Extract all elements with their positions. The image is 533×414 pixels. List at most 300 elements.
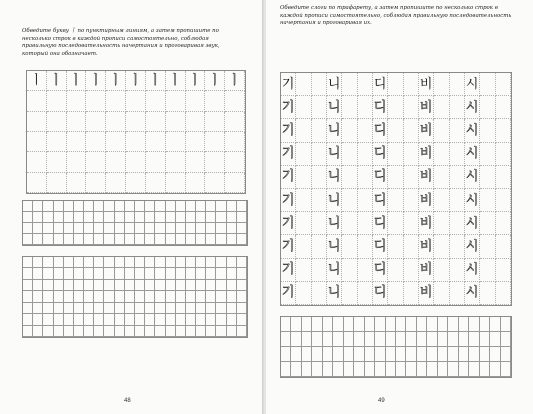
practice-cell <box>196 212 206 223</box>
practice-cell <box>417 332 427 347</box>
practice-cell <box>23 326 33 337</box>
syllable-cell <box>342 189 357 212</box>
syllable-cell <box>312 189 327 212</box>
practice-cell <box>365 317 375 332</box>
syllable-cell <box>419 119 434 142</box>
practice-cell <box>74 291 84 302</box>
practice-cell <box>155 291 165 302</box>
syllable-cell <box>281 189 296 212</box>
trace-cell <box>86 132 106 152</box>
trace-cell <box>205 71 225 91</box>
syllable-cell <box>404 235 419 258</box>
practice-cell <box>64 212 74 223</box>
practice-cell <box>312 362 322 377</box>
practice-cell <box>125 257 135 268</box>
syllable-cell <box>388 235 403 258</box>
practice-cell <box>166 201 176 212</box>
practice-cell <box>354 317 364 332</box>
practice-cell <box>84 212 94 223</box>
syllable-glyph: 니 <box>327 146 341 162</box>
practice-cell <box>459 347 469 362</box>
practice-cell <box>196 303 206 314</box>
practice-cell <box>94 257 104 268</box>
syllable-cell <box>312 259 327 282</box>
syllable-cell <box>496 73 511 96</box>
practice-cell <box>480 347 490 362</box>
practice-cell <box>459 362 469 377</box>
syllable-cell <box>480 143 495 166</box>
practice-cell <box>344 347 354 362</box>
practice-cell <box>145 223 155 234</box>
syllable-cell <box>419 212 434 235</box>
trace-letter: ㅣ <box>30 73 43 89</box>
practice-cell <box>237 314 247 325</box>
practice-cell <box>43 291 53 302</box>
syllable-cell <box>450 96 465 119</box>
practice-cell <box>227 314 237 325</box>
practice-cell <box>186 234 196 245</box>
practice-cell <box>448 347 458 362</box>
trace-cell <box>186 132 206 152</box>
syllable-cell <box>312 143 327 166</box>
practice-cell <box>333 362 343 377</box>
practice-cell <box>104 280 114 291</box>
practice-cell <box>216 314 226 325</box>
syllable-glyph: 시 <box>465 285 479 301</box>
trace-cell <box>146 173 166 193</box>
practice-cell <box>166 234 176 245</box>
syllable-cell <box>419 259 434 282</box>
practice-cell <box>135 280 145 291</box>
syllable-cell <box>296 259 311 282</box>
syllable-cell <box>434 235 449 258</box>
trace-cell <box>205 173 225 193</box>
practice-cell <box>43 303 53 314</box>
practice-cell <box>135 212 145 223</box>
left-page <box>0 0 264 414</box>
practice-cell <box>155 212 165 223</box>
practice-cell <box>206 234 216 245</box>
practice-cell <box>227 223 237 234</box>
syllable-cell <box>465 119 480 142</box>
practice-cell <box>115 257 125 268</box>
syllable-cell <box>496 189 511 212</box>
syllable-cell <box>373 119 388 142</box>
trace-cell <box>186 152 206 172</box>
practice-cell <box>84 234 94 245</box>
syllable-cell <box>480 166 495 189</box>
practice-cell <box>196 234 206 245</box>
syllable-glyph: 디 <box>373 285 387 301</box>
trace-cell <box>86 152 106 172</box>
practice-cell <box>74 280 84 291</box>
syllable-cell <box>342 143 357 166</box>
practice-cell <box>115 280 125 291</box>
practice-cell <box>216 268 226 279</box>
practice-cell <box>365 332 375 347</box>
syllable-cell <box>281 259 296 282</box>
practice-cell <box>186 201 196 212</box>
syllable-glyph: 니 <box>327 99 341 115</box>
practice-cell <box>64 303 74 314</box>
syllable-cell <box>312 235 327 258</box>
practice-cell <box>237 280 247 291</box>
syllable-glyph: 시 <box>465 192 479 208</box>
practice-cell <box>469 347 479 362</box>
practice-cell <box>186 326 196 337</box>
syllable-cell <box>373 73 388 96</box>
syllable-cell <box>327 73 342 96</box>
practice-cell <box>125 223 135 234</box>
syllable-cell <box>419 73 434 96</box>
syllable-glyph: 니 <box>327 285 341 301</box>
syllable-cell <box>450 259 465 282</box>
syllable-cell <box>388 166 403 189</box>
trace-cell <box>47 132 67 152</box>
practice-cell <box>23 280 33 291</box>
practice-cell <box>354 362 364 377</box>
syllable-glyph: 디 <box>373 215 387 231</box>
practice-cell <box>155 223 165 234</box>
syllable-glyph: 비 <box>419 99 433 115</box>
syllable-cell <box>327 119 342 142</box>
practice-cell <box>33 326 43 337</box>
trace-letter: ㅣ <box>149 73 162 89</box>
trace-cell <box>27 152 47 172</box>
practice-cell <box>166 212 176 223</box>
syllable-cell <box>434 259 449 282</box>
syllable-cell <box>358 212 373 235</box>
syllable-glyph: 시 <box>465 215 479 231</box>
practice-cell <box>227 303 237 314</box>
practice-cell <box>302 347 312 362</box>
practice-cell <box>166 291 176 302</box>
practice-cell <box>227 291 237 302</box>
practice-cell <box>386 362 396 377</box>
practice-cell <box>64 234 74 245</box>
syllable-cell <box>450 166 465 189</box>
syllable-glyph: 시 <box>465 76 479 92</box>
syllable-cell <box>296 96 311 119</box>
syllable-cell <box>419 189 434 212</box>
syllable-cell <box>434 189 449 212</box>
practice-cell <box>176 201 186 212</box>
practice-cell <box>196 268 206 279</box>
practice-cell <box>386 317 396 332</box>
practice-cell <box>145 257 155 268</box>
practice-cell <box>281 317 291 332</box>
trace-cell <box>225 152 245 172</box>
practice-cell <box>206 257 216 268</box>
syllable-cell <box>465 235 480 258</box>
syllable-glyph: 시 <box>465 238 479 254</box>
syllable-cell <box>312 212 327 235</box>
practice-cell <box>186 212 196 223</box>
trace-cell <box>205 132 225 152</box>
syllable-cell <box>358 259 373 282</box>
syllable-glyph: 시 <box>465 146 479 162</box>
trace-letter: ㅣ <box>188 73 202 89</box>
practice-cell <box>291 347 301 362</box>
practice-cell <box>155 314 165 325</box>
practice-cell <box>94 223 104 234</box>
trace-cell <box>126 71 146 91</box>
syllable-cell <box>496 259 511 282</box>
practice-cell <box>196 280 206 291</box>
syllable-cell <box>450 235 465 258</box>
practice-cell <box>23 257 33 268</box>
practice-cell <box>33 268 43 279</box>
practice-cell <box>125 314 135 325</box>
syllable-cell <box>450 212 465 235</box>
practice-cell <box>74 326 84 337</box>
syllable-cell <box>388 259 403 282</box>
trace-cell <box>146 112 166 132</box>
practice-cell <box>54 268 64 279</box>
practice-cell <box>115 201 125 212</box>
practice-cell <box>344 362 354 377</box>
syllable-cell <box>465 189 480 212</box>
trace-cell <box>27 71 47 91</box>
practice-cell <box>176 268 186 279</box>
practice-cell <box>501 347 511 362</box>
practice-cell <box>375 332 385 347</box>
syllable-cell <box>450 282 465 305</box>
syllable-cell <box>358 235 373 258</box>
syllable-glyph: 니 <box>327 122 341 138</box>
practice-cell <box>237 326 247 337</box>
syllable-cell <box>434 212 449 235</box>
syllable-cell <box>496 166 511 189</box>
syllable-cell <box>281 96 296 119</box>
practice-cell <box>216 223 226 234</box>
practice-cell <box>94 268 104 279</box>
practice-cell <box>227 212 237 223</box>
syllable-cell <box>450 119 465 142</box>
practice-cell <box>145 303 155 314</box>
practice-cell <box>33 234 43 245</box>
syllable-cell <box>373 189 388 212</box>
practice-cell <box>302 332 312 347</box>
trace-letter: ㅣ <box>228 73 241 89</box>
syllable-cell <box>296 235 311 258</box>
practice-cell <box>54 212 64 223</box>
trace-cell <box>166 132 186 152</box>
practice-cell <box>216 201 226 212</box>
syllable-cell <box>434 96 449 119</box>
practice-cell <box>33 212 43 223</box>
practice-cell <box>406 332 416 347</box>
practice-cell <box>145 268 155 279</box>
practice-cell <box>135 201 145 212</box>
trace-cell <box>205 91 225 111</box>
syllable-cell <box>465 96 480 119</box>
trace-cell <box>166 152 186 172</box>
trace-cell <box>186 91 206 111</box>
practice-cell <box>438 332 448 347</box>
syllable-cell <box>342 119 357 142</box>
practice-cell <box>115 223 125 234</box>
syllable-cell <box>404 259 419 282</box>
practice-cell <box>125 212 135 223</box>
syllable-cell <box>327 235 342 258</box>
syllable-cell <box>388 282 403 305</box>
syllable-cell <box>312 166 327 189</box>
syllable-cell <box>419 96 434 119</box>
practice-cell <box>84 303 94 314</box>
trace-cell <box>106 91 126 111</box>
practice-cell <box>23 291 33 302</box>
practice-cell <box>302 317 312 332</box>
syllable-cell <box>419 166 434 189</box>
practice-cell <box>176 223 186 234</box>
practice-cell <box>281 347 291 362</box>
trace-cell <box>146 91 166 111</box>
practice-cell <box>206 223 216 234</box>
trace-cell <box>126 173 146 193</box>
practice-cell <box>206 201 216 212</box>
syllable-cell <box>496 235 511 258</box>
practice-cell <box>145 201 155 212</box>
practice-cell <box>216 280 226 291</box>
syllable-glyph: 디 <box>373 146 387 162</box>
practice-cell <box>333 347 343 362</box>
practice-cell <box>216 212 226 223</box>
syllable-glyph: 기 <box>281 262 295 278</box>
practice-cell <box>155 201 165 212</box>
practice-cell <box>23 212 33 223</box>
syllable-cell <box>312 96 327 119</box>
practice-cell <box>54 326 64 337</box>
practice-cell <box>64 291 74 302</box>
syllable-glyph: 기 <box>281 169 295 185</box>
syllable-cell <box>388 119 403 142</box>
syllable-glyph: 비 <box>419 122 433 138</box>
trace-cell <box>67 112 87 132</box>
practice-cell <box>125 303 135 314</box>
syllable-cell <box>404 189 419 212</box>
syllable-glyph: 디 <box>373 192 387 208</box>
practice-cell <box>469 362 479 377</box>
syllable-cell <box>312 282 327 305</box>
practice-cell <box>281 332 291 347</box>
practice-cell <box>94 314 104 325</box>
page-number-right: 49 <box>378 398 385 404</box>
practice-cell <box>84 326 94 337</box>
practice-cell <box>501 332 511 347</box>
trace-cell <box>67 91 87 111</box>
syllable-glyph: 비 <box>419 238 433 254</box>
trace-cell <box>126 152 146 172</box>
practice-cell <box>365 362 375 377</box>
practice-cell <box>196 201 206 212</box>
practice-cell <box>206 314 216 325</box>
practice-cell <box>104 201 114 212</box>
practice-cell <box>54 223 64 234</box>
practice-cell <box>94 303 104 314</box>
practice-cell <box>323 332 333 347</box>
syllable-cell <box>281 235 296 258</box>
practice-cell <box>64 201 74 212</box>
practice-cell <box>490 362 500 377</box>
syllable-cell <box>373 235 388 258</box>
practice-cell <box>84 268 94 279</box>
practice-cell <box>155 257 165 268</box>
practice-cell <box>135 268 145 279</box>
practice-cell <box>176 212 186 223</box>
syllable-cell <box>434 73 449 96</box>
syllable-cell <box>373 143 388 166</box>
practice-cell <box>438 317 448 332</box>
practice-cell <box>33 291 43 302</box>
practice-cell <box>135 291 145 302</box>
practice-cell <box>135 223 145 234</box>
left-instruction: Обведите букву ㅣ по пунктирным линиям, а затем пропишите по несколько строк в каждой прописи самостоятельно, соблюдая правильную последовательность начертания и проговаривая звук, который она обозначает. <box>22 28 220 57</box>
syllable-glyph: 시 <box>465 99 479 115</box>
practice-cell <box>206 212 216 223</box>
practice-cell <box>386 347 396 362</box>
trace-cell <box>106 132 126 152</box>
practice-cell <box>104 234 114 245</box>
practice-cell <box>166 326 176 337</box>
practice-cell <box>23 201 33 212</box>
trace-cell <box>86 91 106 111</box>
practice-cell <box>155 303 165 314</box>
syllable-cell <box>388 73 403 96</box>
practice-cell <box>186 268 196 279</box>
syllable-cell <box>342 73 357 96</box>
syllable-cell <box>404 212 419 235</box>
practice-cell <box>54 303 64 314</box>
syllable-cell <box>373 166 388 189</box>
syllable-cell <box>480 96 495 119</box>
practice-cell <box>115 212 125 223</box>
syllable-cell <box>388 143 403 166</box>
syllable-cell <box>434 143 449 166</box>
practice-cell <box>115 326 125 337</box>
practice-cell <box>501 317 511 332</box>
syllable-glyph: 비 <box>419 76 433 92</box>
syllable-glyph: 기 <box>281 285 295 301</box>
practice-cell <box>54 291 64 302</box>
practice-cell <box>84 257 94 268</box>
syllable-cell <box>281 166 296 189</box>
practice-cell <box>490 347 500 362</box>
practice-cell <box>417 317 427 332</box>
practice-cell <box>166 257 176 268</box>
practice-cell <box>43 268 53 279</box>
practice-cell <box>43 326 53 337</box>
trace-letter: ㅣ <box>168 73 182 89</box>
trace-cell <box>225 91 245 111</box>
practice-cell <box>227 234 237 245</box>
practice-cell <box>94 280 104 291</box>
letter-practice-grid <box>22 200 248 246</box>
syllable-cell <box>404 96 419 119</box>
practice-cell <box>74 268 84 279</box>
practice-cell <box>206 326 216 337</box>
syllable-cell <box>296 119 311 142</box>
practice-cell <box>438 362 448 377</box>
syllable-cell <box>419 235 434 258</box>
trace-cell <box>146 71 166 91</box>
practice-cell <box>23 303 33 314</box>
practice-cell <box>125 234 135 245</box>
practice-cell <box>94 212 104 223</box>
syllable-cell <box>373 259 388 282</box>
trace-cell <box>106 71 126 91</box>
practice-cell <box>406 317 416 332</box>
